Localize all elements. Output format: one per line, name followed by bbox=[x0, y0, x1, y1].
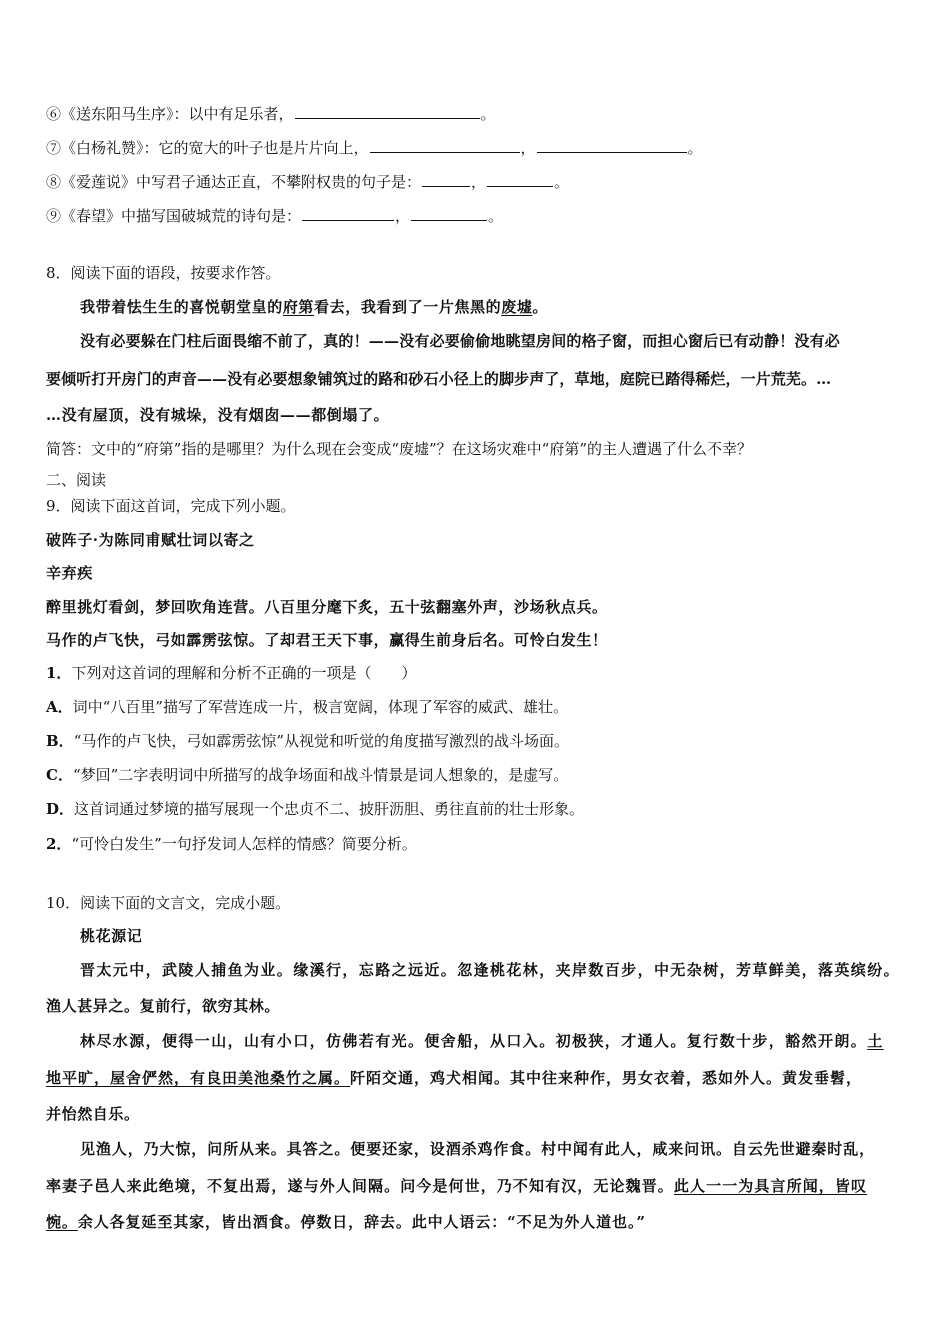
answer-blank[interactable] bbox=[370, 137, 520, 153]
q10-p2-l2-text: 阡陌交通，鸡犬相闻。其中往来种作，男女衣着，悉如外人。黄发垂髫， bbox=[350, 1069, 863, 1087]
fill-item-prompt: ⑥《送东阳马生序》：以中有足乐者， bbox=[46, 105, 294, 123]
q9-option[interactable] bbox=[46, 799, 584, 819]
fill-item-prompt: ⑨《春望》中描写国破城荒的诗句是： bbox=[46, 207, 302, 225]
section-heading-reading: 二、阅读 bbox=[46, 471, 107, 489]
q10-essay-title: 桃花源记 bbox=[80, 927, 143, 945]
fill-item-end: 。 bbox=[687, 139, 703, 157]
q8-p1-text-c: 。 bbox=[532, 298, 549, 316]
q9-option-text: “梦回”二字表明词中所描写的战争场面和战斗情景是词人想象的，是虚写。 bbox=[72, 766, 569, 784]
q9-option-text: 这首词通过梦境的描写展现一个忠贞不二、披肝沥胆、勇往直前的壮士形象。 bbox=[74, 800, 585, 818]
q9-option-key: A． bbox=[46, 698, 73, 716]
q10-p2-line-3: 并怡然自乐。 bbox=[46, 1105, 140, 1123]
q9-poem-title: 破阵子·为陈同甫赋壮词以寄之 bbox=[46, 531, 255, 549]
q9-sub-question-2 bbox=[46, 834, 417, 854]
q9-option-text: 词中“八百里”描写了军营连成一片，极言宽阔，体现了军容的威武、雄壮。 bbox=[72, 698, 568, 716]
q9-option[interactable] bbox=[46, 697, 568, 717]
q8-question: 简答：文中的“府第”指的是哪里？为什么现在会变成“废墟”？在这场灾难中“府第”的主人遭遇了什么不幸？ bbox=[46, 440, 753, 458]
q9-sub1-text: 下列对这首词的理解和分析不正确的一项是（ ） bbox=[71, 664, 417, 682]
q8-title: 8．阅读下面的语段，按要求作答。 bbox=[46, 264, 281, 282]
q9-sub2-number: 2． bbox=[46, 835, 72, 853]
fill-item-prompt: ⑧《爱莲说》中写君子通达正直，不攀附权贵的句子是： bbox=[46, 173, 422, 191]
q10-p3-line-3 bbox=[46, 1212, 646, 1232]
q10-p2-line-2 bbox=[46, 1068, 862, 1088]
q8-paragraph-1 bbox=[80, 297, 548, 317]
q10-p1-line-2: 渔人甚异之。复前行，欲穷其林。 bbox=[46, 997, 281, 1015]
q9-option-key: B． bbox=[46, 732, 74, 750]
q8-p2-line-1: 没有必要躲在门柱后面畏缩不前了，真的！——没有必要偷偷地眺望房间的格子窗，而担心窗后已有动静！没有必 bbox=[80, 332, 841, 350]
q9-sub-question-1 bbox=[46, 663, 416, 683]
answer-blank[interactable] bbox=[411, 205, 487, 221]
q9-option-key: C． bbox=[46, 766, 73, 784]
q9-poem-line-2: 马作的卢飞快，弓如霹雳弦惊。了却君王天下事，赢得生前身后名。可怜白发生！ bbox=[46, 631, 608, 649]
answer-blank[interactable] bbox=[302, 205, 394, 221]
fill-item bbox=[46, 137, 703, 157]
q10-p2-underlined-b: 地平旷，屋舍俨然，有良田美池桑竹之属。 bbox=[46, 1069, 351, 1087]
blank-separator: ， bbox=[471, 173, 487, 191]
fill-item bbox=[46, 103, 496, 123]
blank-separator: ， bbox=[395, 207, 411, 225]
q9-option-text: “马作的卢飞快，弓如霹雳弦惊”从视觉和听觉的角度描写激烈的战斗场面。 bbox=[73, 732, 570, 750]
q10-p2-underlined-a: 土 bbox=[867, 1032, 884, 1050]
fill-item-end: 。 bbox=[480, 105, 496, 123]
q10-p3-line-1: 见渔人，乃大惊，问所从来。具答之。便要还家，设酒杀鸡作食。村中闻有此人，咸来问讯。自云先世避秦时乱， bbox=[80, 1140, 876, 1158]
q10-p2-line-1 bbox=[80, 1031, 884, 1051]
q9-sub2-text: “可怜白发生”一句抒发词人怎样的情感？简要分析。 bbox=[71, 835, 417, 853]
q8-p2-line-2: 要倾听打开房门的声音——没有必要想象铺筑过的路和砂石小径上的脚步声了，草地，庭院已踏得稀烂，一片荒芜。… bbox=[46, 370, 832, 388]
q8-term-fudi: 府第 bbox=[282, 298, 315, 316]
q8-p1-text-b: 看去，我看到了一片焦黑的 bbox=[314, 298, 502, 316]
q9-title: 9．阅读下面这首词，完成下列小题。 bbox=[46, 497, 296, 515]
fill-item bbox=[46, 171, 569, 191]
answer-blank[interactable] bbox=[295, 103, 480, 119]
q10-title: 10．阅读下面的文言文，完成小题。 bbox=[46, 894, 291, 912]
q10-p3-line-2 bbox=[46, 1176, 867, 1196]
q10-p3-underlined-a: 此人一一为具言所闻，皆叹 bbox=[673, 1177, 868, 1195]
q9-author: 辛弃疾 bbox=[46, 564, 93, 582]
q9-poem-line-1: 醉里挑灯看剑，梦回吹角连营。八百里分麾下炙，五十弦翻塞外声，沙场秋点兵。 bbox=[46, 598, 608, 616]
fill-item bbox=[46, 205, 503, 225]
q8-p1-text-a: 我带着怯生生的喜悦朝堂皇的 bbox=[80, 298, 283, 316]
q10-p1-line-1: 晋太元中，武陵人捕鱼为业。缘溪行，忘路之远近。忽逢桃花林，夹岸数百步，中无杂树，芳草鲜美，落英缤纷。 bbox=[80, 961, 901, 979]
blank-separator: ， bbox=[520, 139, 536, 157]
q9-sub1-number: 1． bbox=[46, 664, 72, 682]
fill-item-prompt: ⑦《白杨礼赞》：它的宽大的叶子也是片片向上， bbox=[46, 139, 369, 157]
q9-option-key: D． bbox=[46, 800, 75, 818]
q10-p2-l1-text: 林尽水源，便得一山，山有小口，仿佛若有光。便舍船，从口入。初极狭，才通人。复行数十步，豁然开朗。 bbox=[80, 1032, 868, 1050]
q9-option[interactable] bbox=[46, 765, 568, 785]
q10-p3-l2-text: 率妻子邑人来此绝境，不复出焉，遂与外人间隔。问今是何世，乃不知有汉，无论魏晋。 bbox=[46, 1177, 674, 1195]
fill-item-end: 。 bbox=[488, 207, 504, 225]
q10-p3-underlined-b: 惋。 bbox=[46, 1213, 78, 1231]
answer-blank[interactable] bbox=[537, 137, 687, 153]
answer-blank[interactable] bbox=[422, 171, 470, 187]
q8-p2-line-3: …没有屋顶，没有城垛，没有烟囱——都倒塌了。 bbox=[46, 406, 390, 424]
answer-blank[interactable] bbox=[487, 171, 553, 187]
q10-p3-l3-text: 余人各复延至其家，皆出酒食。停数日，辞去。此中人语云：“不足为外人道也。” bbox=[77, 1213, 646, 1231]
q9-option[interactable] bbox=[46, 731, 569, 751]
q8-term-feixu: 废墟 bbox=[501, 298, 533, 316]
fill-item-end: 。 bbox=[554, 173, 570, 191]
